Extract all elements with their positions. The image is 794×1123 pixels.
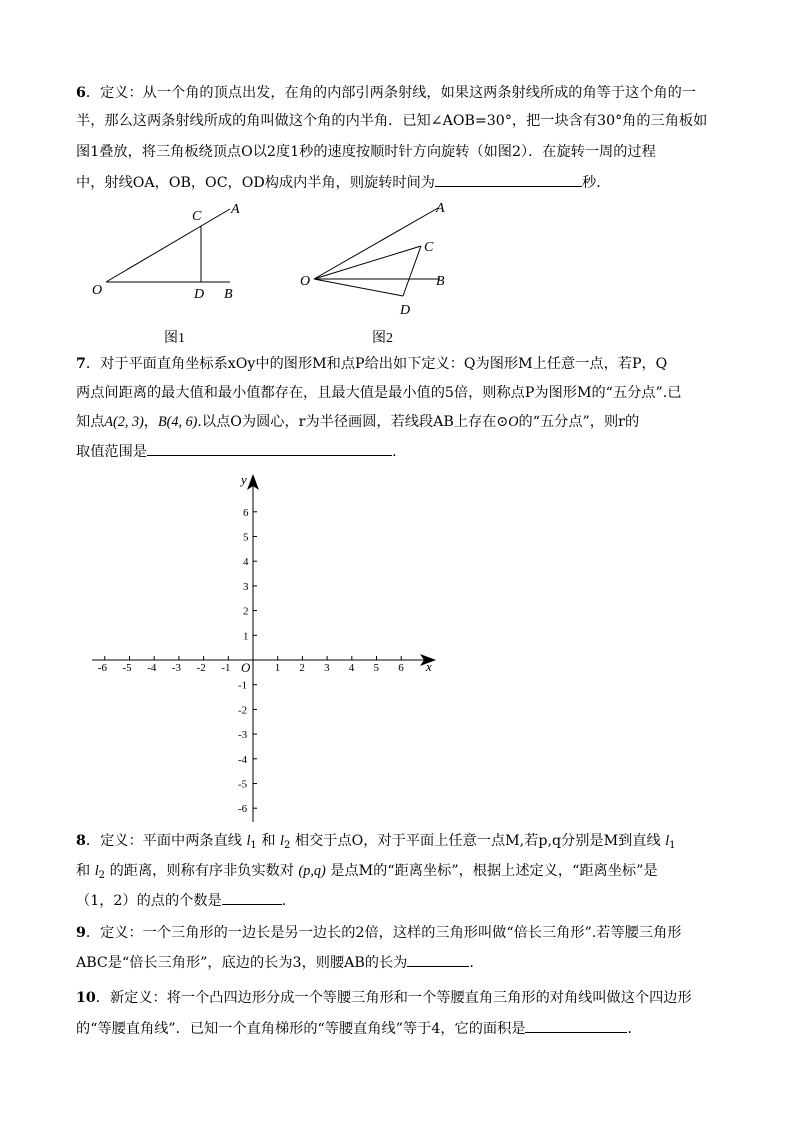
q8-line-l2: l — [280, 833, 284, 849]
q6-text-1: ．定义：从一个角的顶点出发，在角的内部引两条射线，如果这两条射线所成的角等于这个角的一 — [85, 85, 696, 101]
q8-text-1c: 相交于点O，对于平面上任意一点M,若p,q分别是M到直线 — [294, 833, 661, 849]
q7-circle-O: ⊙O — [496, 414, 519, 430]
q7-text-1: ．对于平面直角坐标系xOy中的图形M和点P给出如下定义：Q为图形M上任意一点，若P，Q — [85, 356, 668, 372]
q6-number: 6 — [76, 85, 86, 101]
q8-line-l1: l — [246, 833, 251, 849]
q7-text-3d: 的“五分点”，则r的 — [518, 414, 640, 430]
y-tick-label: 6 — [243, 506, 249, 519]
x-tick-label: 2 — [299, 662, 305, 674]
fig1-label-B: B — [224, 287, 233, 302]
q7-point-A: A(2, 3) — [104, 414, 144, 430]
q8-line-l2-b: l — [94, 863, 99, 879]
fig2-label-O: O — [300, 274, 311, 289]
x-tick-label: 1 — [274, 662, 281, 674]
q8-text-2a: 和 — [76, 863, 91, 879]
q7-text-4-end: . — [391, 444, 397, 460]
y-tick-label: -4 — [238, 753, 248, 766]
q8-line3 — [76, 888, 726, 915]
x-tick-label: -5 — [122, 662, 132, 674]
y-tick-label: -1 — [238, 679, 248, 692]
fig2-label-B: B — [436, 274, 445, 289]
y-tick-label: -5 — [238, 778, 248, 791]
q10-text-2: 的“等腰直角线”．已知一个直角梯形的“等腰直角线”等于4，它的面积是 — [76, 1021, 526, 1037]
q8-text-3-end: . — [281, 893, 287, 909]
q10-line1 — [76, 985, 726, 1012]
q8-line-l1-sub: 1 — [250, 840, 257, 851]
q7-text-4: 取值范围是 — [76, 444, 147, 460]
q9-text-2-end: . — [469, 955, 474, 971]
q8-text-3: （1，2）的点的个数是 — [76, 893, 222, 909]
q6-line3: 图1叠放，将三角板绕顶点O以2度1秒的速度按顺时针方向旋转（如图2）．在旋转一周的过程 — [76, 144, 656, 160]
q8-line2 — [76, 858, 726, 889]
x-axis-label: x — [426, 659, 432, 674]
fig1-label-C: C — [192, 209, 202, 224]
y-axis-label: y — [241, 472, 247, 487]
q8-line-l1-b: l — [665, 833, 670, 849]
x-tick-label: 5 — [373, 662, 379, 674]
q8-text-2c: 是点M的“距离坐标”，根据上述定义，“距离坐标”是 — [330, 863, 658, 879]
y-tick-label: -2 — [238, 704, 248, 717]
y-tick-label: -6 — [238, 803, 248, 816]
q7-line2: 两点间距离的最大值和最小值都存在，且最大值是最小值的5倍，则称点P为图形M的“五分点”.已 — [76, 385, 682, 401]
q9-line1 — [76, 920, 726, 947]
q7-point-B: B(4, 6) — [158, 414, 198, 430]
q7-text-3c: .以点O为圆心，r为半径画圆，若线段AB上存在 — [197, 414, 497, 430]
q10-text-2-end: ． — [627, 1021, 642, 1037]
q8-pair-pq: (p,q) — [298, 863, 326, 879]
x-tick-label: -1 — [221, 662, 231, 674]
q9-line2 — [76, 950, 726, 977]
x-tick-label: 3 — [324, 662, 330, 674]
y-tick-label: 2 — [243, 605, 249, 618]
x-tick-label: 4 — [348, 662, 355, 674]
fig2-caption: 图2 — [372, 331, 393, 346]
q10-text-1: ．新定义：将一个凸四边形分成一个等腰三角形和一个等腰直角三角形的对角线叫做这个四边形 — [95, 990, 692, 1006]
y-tick-label: 4 — [243, 556, 249, 569]
q9-text-1: ．定义：一个三角形的一边长是另一边长的2倍，这样的三角形叫做“倍长三角形”.若等腰三角形 — [85, 925, 682, 941]
q6-text-4: 中，射线OA，OB，OC，OD构成内半角，则旋转时间为 — [76, 175, 435, 191]
y-tick-label: 5 — [243, 531, 249, 544]
x-tick-label: -2 — [196, 662, 206, 674]
fig2-label-D: D — [400, 303, 411, 318]
q10-line2 — [76, 1016, 726, 1043]
q8-line-l2-sub: 2 — [283, 840, 291, 851]
x-tick-label: -6 — [97, 662, 107, 674]
q8-answer-blank[interactable] — [222, 890, 282, 905]
q8-text-2b: 的距离，则称有序非负实数对 — [109, 863, 295, 879]
q9-text-2: ABC是“倍长三角形”，底边的长为3，则腰AB的长为 — [76, 955, 408, 971]
q9-number: 9 — [76, 925, 86, 941]
x-tick-label: -4 — [147, 662, 157, 674]
x-tick-label: 6 — [398, 662, 404, 674]
q8-text-1b: 和 — [261, 833, 276, 849]
fig1-label-O: O — [92, 283, 103, 298]
q8-number: 8 — [76, 833, 86, 849]
fig1-caption: 图1 — [164, 331, 185, 346]
y-tick-label: 1 — [243, 630, 249, 643]
q8-text-1a: ．定义：平面中两条直线 — [85, 833, 242, 849]
fig1-label-A: A — [231, 202, 240, 217]
fig2-label-C: C — [424, 240, 434, 255]
q10-answer-blank[interactable] — [525, 1018, 627, 1033]
q9-answer-blank[interactable] — [407, 952, 469, 967]
origin-label: O — [241, 660, 251, 675]
q8-line-l1-sub-b: 1 — [669, 840, 676, 851]
fig2-label-A: A — [436, 201, 445, 216]
q6-text-4-end: 秒． — [582, 175, 611, 191]
fig1-label-D: D — [194, 287, 205, 302]
q7-number: 7 — [76, 356, 86, 372]
x-tick-label: -3 — [171, 662, 182, 674]
q8-line-l2-sub-b: 2 — [98, 870, 106, 881]
q8-line1 — [76, 828, 726, 859]
q10-number: 10 — [76, 990, 96, 1006]
q6-line2: 半，那么这两条射线所成的角叫做这个角的内半角．已知∠AOB=30°，把一块含有30°角的三角板如 — [76, 113, 708, 129]
y-tick-label: -3 — [238, 729, 248, 742]
y-tick-label: 3 — [243, 580, 249, 593]
q7-text-3b: ， — [143, 414, 158, 430]
q7-text-3a: 知点 — [76, 414, 105, 430]
